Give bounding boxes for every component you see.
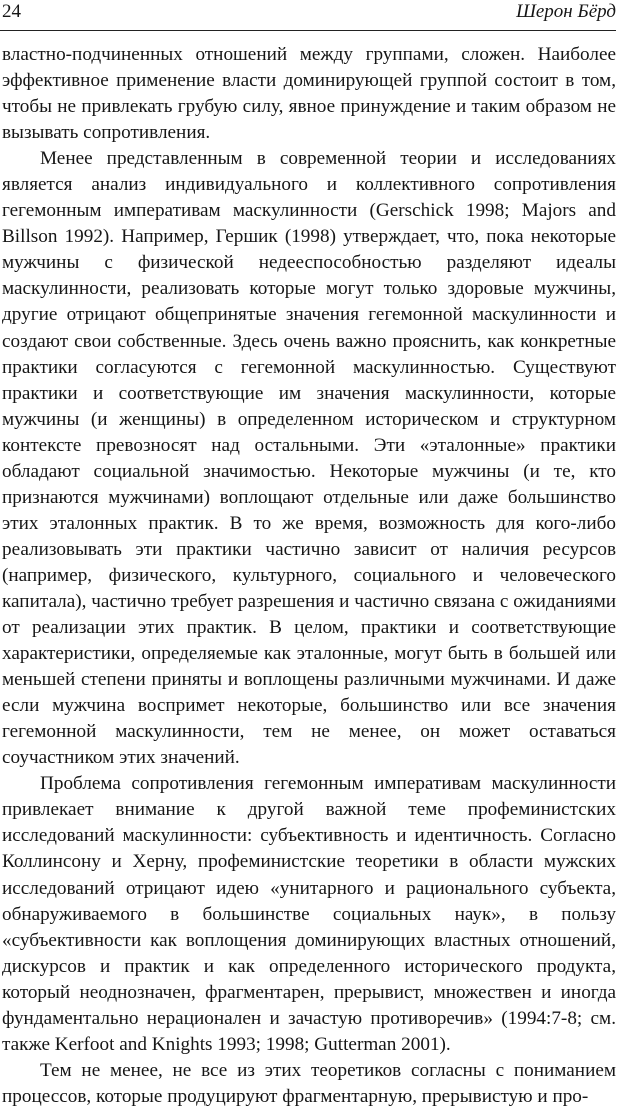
paragraph-theorists-disagreement: Тем не менее, не все из этих теоретиков согласны с пониманием процессов, которые продуцируют фрагментарную, прерывистую и про- (2, 1059, 616, 1107)
page-header (0, 0, 616, 31)
body-text (2, 42, 616, 1110)
paragraph-continuation: властно-подчиненных отношений между группами, сложен. Наиболее эффективное применение власти доминирующей группой состоит в том, чтобы не привлекать грубую силу, явное принуждение и таким образом не вызывать сопротивления. (2, 44, 616, 144)
paragraph-subjectivity-identity: Проблема сопротивления гегемонным императивам маскулинности привлекает внимание к другой важной теме профеминистских исследований маскулинности: субъективность и идентичность. Согласно Коллинсону и Херну, профеминистские теоретики в области мужских исследований отрицают идею «унитарного и рационального субъекта, обнаруживаемого в большинстве социальных наук», в пользу «субъективности как воплощения доминирующих властных отношений, дискурсов и практик и как определенного исторического продукта, который неоднозначен, фрагментарен, прерывист, множествен и иногда фундаментально нерационален и зачастую противоречив» (1994:7-8; см. также Kerfoot and Knights 1993; 1998; Gutterman 2001). (2, 773, 616, 1055)
page-number: 24 (2, 1, 21, 22)
running-head-author: Шерон Бёрд (516, 1, 616, 22)
paragraph-resistance-analysis: Менее представленным в современной теории и исследованиях является анализ индивидуального и коллективного сопротивления гегемонным императивам маскулинности (Gerschick 1998; Majors and Billson 1992). Например, Гершик (1998) утверждает, что, пока некоторые мужчины с физической недееспособностью разделяют идеалы маскулинности, реализовать которые могут только здоровые мужчины, другие отрицают общепринятые значения гегемонной маскулинности и создают свои собственные. Здесь очень важно прояснить, как конкретные практики согласуются с гегемонной маскулинностью. Существуют практики и соответствующие им значения маскулинности, которые мужчины (и женщины) в определенном историческом и структурном контексте превозносят над остальными. Эти «эталонные» практики обладают социальной значимостью. Некоторые мужчины (и те, кто признаются мужчинами) воплощают отдельные или даже большинство этих эталонных практик. В то же время, возможность для кого-либо реализовывать эти практики частично зависит от наличия ресурсов (например, физического, культурного, социального и человеческого капитала), частично требует разрешения и частично связана с ожиданиями от реализации этих практик. В целом, практики и соответствующие характеристики, определяемые как эталонные, могут быть в большей или меньшей степени приняты и воплощены различными мужчинами. И даже если мужчина воспримет некоторые, большинство или все значения гегемонной маскулинности, тем не менее, он может оставаться соучастником этих значений. (2, 148, 616, 769)
